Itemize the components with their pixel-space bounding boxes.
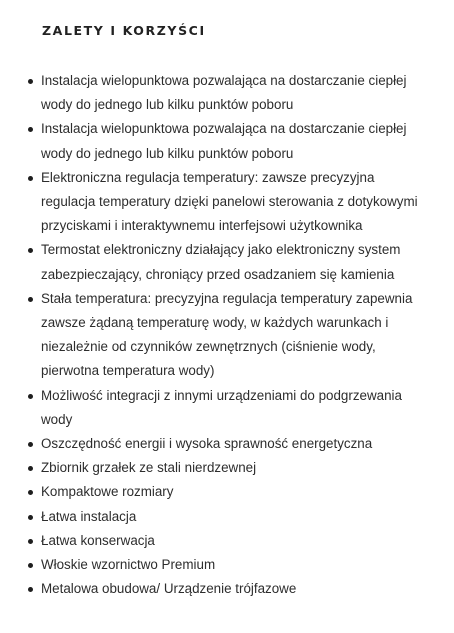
section-heading: ZALETY I KORZYŚCI: [42, 23, 206, 38]
bullet-icon: [28, 127, 33, 132]
list-item-text: Oszczędność energii i wysoka sprawność energetyczna: [41, 436, 373, 452]
bullet-icon: [28, 248, 33, 253]
bullet-icon: [28, 394, 33, 399]
bullet-icon: [28, 490, 33, 495]
list-item-text: Stała temperatura: precyzyjna regulacja temperatury zapewnia zawsze żądaną temperaturę wody, w każdych warunkach i niezależnie od czynników zewnętrznych (ciśnienie wody, pierwotna temperatura wody): [41, 290, 413, 379]
list-item: [25, 505, 425, 529]
bullet-icon: [28, 297, 33, 302]
list-item-text: Zbiornik grzałek ze stali nierdzewnej: [41, 460, 257, 476]
list-item-text: Łatwa instalacja: [41, 508, 137, 524]
bullet-icon: [28, 515, 33, 520]
list-item: [25, 529, 425, 553]
list-item-text: Metalowa obudowa/ Urządzenie trójfazowe: [41, 581, 297, 597]
bullet-icon: [28, 176, 33, 181]
list-item: [25, 384, 425, 432]
list-item-text: Elektroniczna regulacja temperatury: zawsze precyzyjna regulacja temperatury dzięki panelowi sterowania z dotykowymi przyciskami i interaktywnemu interfejsowi użytkownika: [41, 169, 418, 234]
bullet-icon: [28, 563, 33, 568]
list-item: [25, 166, 425, 239]
list-item: [25, 238, 425, 286]
list-item: [25, 432, 425, 456]
bullet-icon: [28, 539, 33, 544]
list-item: [25, 480, 425, 504]
bullet-icon: [28, 466, 33, 471]
list-item-text: Włoskie wzornictwo Premium: [41, 557, 216, 573]
list-item: [25, 553, 425, 577]
list-item: [25, 287, 425, 384]
list-item: [25, 69, 425, 117]
list-item: [25, 117, 425, 165]
bullet-icon: [28, 79, 33, 84]
benefits-list: [25, 69, 425, 601]
list-item: [25, 456, 425, 480]
list-item-text: Instalacja wielopunktowa pozwalająca na dostarczanie ciepłej wody do jednego lub kilku punktów poboru: [41, 73, 407, 113]
list-item: [25, 577, 425, 601]
list-item-text: Termostat elektroniczny działający jako elektroniczny system zabezpieczający, chroniący przed osadzaniem się kamienia: [41, 242, 401, 282]
list-item-text: Łatwa konserwacja: [41, 532, 155, 548]
list-item-text: Kompaktowe rozmiary: [41, 484, 174, 500]
bullet-icon: [28, 442, 33, 447]
list-item-text: Możliwość integracji z innymi urządzeniami do podgrzewania wody: [41, 387, 402, 427]
list-item-text: Instalacja wielopunktowa pozwalająca na dostarczanie ciepłej wody do jednego lub kilku punktów poboru: [41, 121, 407, 161]
bullet-icon: [28, 587, 33, 592]
